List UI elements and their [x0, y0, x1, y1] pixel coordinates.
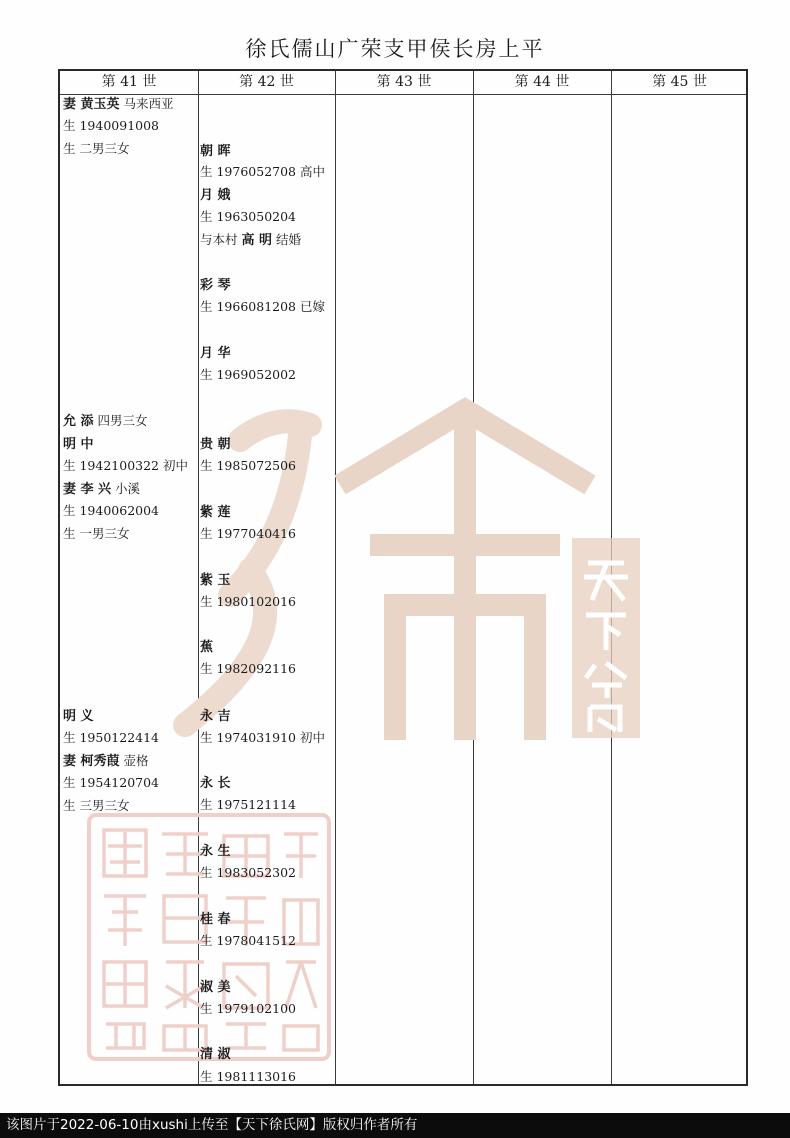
- person-detail-line: 生 1942100322 初中: [63, 458, 188, 473]
- person-name-line: [200, 772, 231, 795]
- person-note: 小溪: [111, 481, 141, 496]
- person-name-line: [200, 569, 231, 592]
- person-detail-line: 生 三男三女: [63, 798, 130, 813]
- column-divider: [611, 71, 612, 1084]
- person-detail-line: 生 1976052708 高中: [200, 164, 325, 179]
- header-gen-42: 第 42 世: [239, 74, 294, 90]
- genealogy-table: [58, 69, 748, 1086]
- person-note: 壶格: [119, 753, 149, 768]
- person-name-line: [200, 976, 231, 999]
- person-name-line: [200, 140, 231, 163]
- person-name-line: [63, 93, 174, 116]
- person-note: 马来西亚: [119, 96, 174, 111]
- page-title: 徐氏儒山广荣支甲侯长房上平: [245, 37, 545, 61]
- column-divider: [335, 71, 336, 1084]
- person-name: 妻 柯秀葭: [63, 754, 120, 769]
- person-name-line: [200, 1043, 231, 1066]
- person-name-line: [200, 274, 231, 297]
- person-detail-line: 生 1940062004: [63, 503, 160, 518]
- person-name: 永 生: [200, 844, 231, 859]
- person-name-line: [200, 705, 231, 728]
- person-name-line: [200, 501, 231, 524]
- person-detail-line: 生 一男三女: [63, 526, 130, 541]
- person-detail-line: 生 1974031910 初中: [200, 730, 325, 745]
- person-name-line: [63, 478, 140, 501]
- person-name-line: [63, 410, 148, 433]
- person-detail-line: 生 1985072506: [200, 458, 297, 473]
- person-detail-line: 生 1969052002: [200, 367, 297, 382]
- header-gen-44: 第 44 世: [514, 74, 570, 90]
- person-detail-line: 生 1979102100: [200, 1001, 297, 1016]
- person-name: 月 娥: [200, 188, 231, 203]
- person-name: 贵 朝: [200, 437, 231, 452]
- person-detail-line: 生 1963050204: [200, 209, 297, 224]
- column-divider: [198, 71, 199, 1084]
- person-detail-line: 生 1982092116: [200, 661, 297, 676]
- person-name: 清 淑: [200, 1047, 231, 1062]
- header-gen-41: 第 41 世: [101, 74, 157, 90]
- header-gen-43: 第 43 世: [376, 74, 432, 90]
- person-detail-line: 生 1978041512: [200, 933, 297, 948]
- person-detail-line: 生 1975121114: [200, 797, 297, 812]
- person-name-line: [200, 342, 231, 365]
- relation-prefix: 与本村: [200, 232, 242, 247]
- person-name: 淑 美: [200, 980, 231, 995]
- person-name: 允 添: [63, 414, 94, 429]
- person-name: 月 华: [200, 346, 231, 361]
- person-name: 明 中: [63, 437, 94, 452]
- person-name: 妻 李 兴: [63, 482, 112, 497]
- person-name-line: [200, 908, 231, 931]
- person-name-line: [200, 840, 231, 863]
- person-name: 紫 玉: [200, 573, 231, 588]
- person-name: 永 吉: [200, 709, 231, 724]
- person-detail-line: 生 二男三女: [63, 141, 130, 156]
- upload-notice-footer: 该图片于2022-06-10由xushi上传至【天下徐氏网】版权归作者所有: [0, 1113, 790, 1138]
- person-detail-line: 生 1977040416: [200, 526, 297, 541]
- person-detail-line: 生 1980102016: [200, 594, 297, 609]
- person-name-line: [200, 433, 231, 456]
- person-name: 朝 晖: [200, 144, 231, 159]
- person-name-line: [63, 705, 94, 728]
- person-detail-line: 生 1940091008: [63, 118, 160, 133]
- person-detail-line: 生 1954120704: [63, 775, 160, 790]
- person-name-line: [200, 184, 231, 207]
- person-name: 彩 琴: [200, 278, 231, 293]
- person-name: 紫 莲: [200, 505, 231, 520]
- person-detail-line: 生 1950122414: [63, 730, 160, 745]
- person-detail-line: 生 1983052302: [200, 865, 297, 880]
- person-name: 永 长: [200, 776, 231, 791]
- person-name-line: [63, 750, 149, 773]
- person-name-line: [200, 229, 301, 252]
- person-name: 蕉: [200, 640, 214, 655]
- header-gen-45: 第 45 世: [652, 74, 707, 90]
- person-detail-line: 生 1981113016: [200, 1069, 297, 1084]
- person-name: 妻 黄玉英: [63, 97, 120, 112]
- person-name: 明 义: [63, 709, 94, 724]
- person-detail-line: 生 1966081208 已嫁: [200, 299, 325, 314]
- person-name-line: [200, 636, 213, 659]
- person-name: 高 明: [241, 233, 273, 248]
- person-note: 结婚: [272, 232, 301, 247]
- column-divider: [473, 71, 474, 1084]
- person-name-line: [63, 433, 94, 456]
- person-name: 桂 春: [200, 912, 231, 927]
- person-note: 四男三女: [93, 413, 148, 428]
